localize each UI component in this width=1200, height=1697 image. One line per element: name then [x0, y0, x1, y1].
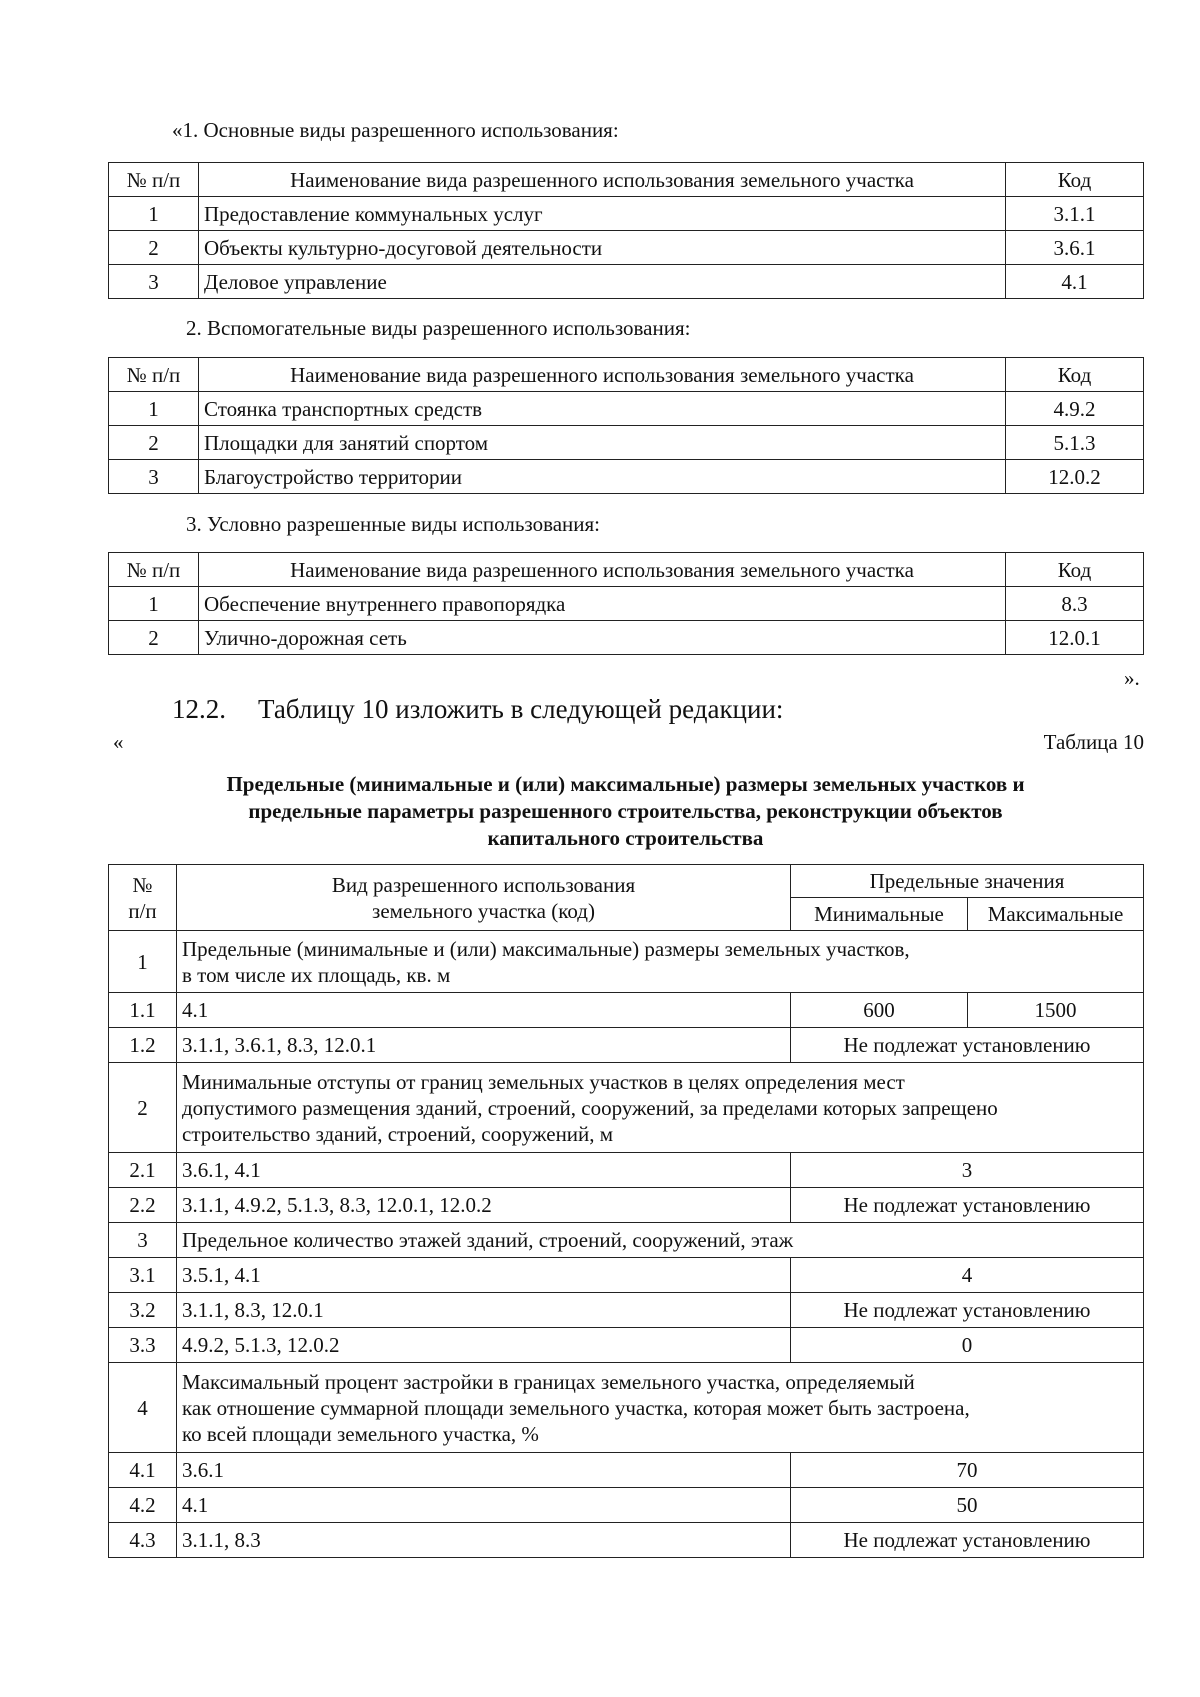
cell-num: 3.3 [109, 1328, 177, 1363]
table-label: Таблица 10 [1043, 730, 1144, 754]
cell-code: 12.0.2 [1006, 460, 1144, 494]
cell-num: 1.2 [109, 1028, 177, 1063]
table-row [109, 1328, 1144, 1363]
cell-name: Площадки для занятий спортом [199, 426, 1006, 460]
table-row [109, 460, 1144, 494]
cell-num: 2.1 [109, 1153, 177, 1188]
cell-name: Благоустройство территории [199, 460, 1006, 494]
table-row [109, 231, 1144, 265]
cell-num: 3 [109, 1223, 177, 1258]
table-row [109, 1028, 1144, 1063]
cell-name: 4.1 [177, 1488, 791, 1523]
cell-name: Объекты культурно-досуговой деятельности [199, 231, 1006, 265]
cell-name: Деловое управление [199, 265, 1006, 299]
table-row [109, 1453, 1144, 1488]
table-10 [108, 864, 1144, 1558]
cell-name: 3.1.1, 3.6.1, 8.3, 12.0.1 [177, 1028, 791, 1063]
cell-num: 3 [109, 460, 199, 494]
cell-name: 4.1 [177, 993, 791, 1028]
table-header-row [109, 358, 1144, 392]
table-row [109, 587, 1144, 621]
cell-max: 1500 [968, 993, 1144, 1028]
cell-num: 1.1 [109, 993, 177, 1028]
cell-num: 3.2 [109, 1293, 177, 1328]
header-name [177, 865, 791, 931]
table-row [109, 265, 1144, 299]
table-10-title [108, 771, 1143, 852]
header-min: Минимальные [791, 898, 968, 931]
cell-min: 600 [791, 993, 968, 1028]
text-line: Предельные (минимальные и (или) максимальные) размеры земельных участков, [182, 936, 910, 961]
table-header-row [109, 865, 1144, 898]
cell-num: 2 [109, 426, 199, 460]
header-name-line: Вид разрешенного использования [331, 872, 636, 897]
table-row [109, 621, 1144, 655]
cell-section-text [177, 931, 1144, 993]
cell-value: Не подлежат установлению [791, 1523, 1144, 1558]
cell-num: 2 [109, 621, 199, 655]
header-max: Максимальные [968, 898, 1144, 931]
cell-code: 4.9.2 [1006, 392, 1144, 426]
header-name: Наименование вида разрешенного использования земельного участка [199, 553, 1006, 587]
cell-num: 1 [109, 587, 199, 621]
cell-section-text [177, 1363, 1144, 1453]
text-line: строительство зданий, строений, сооружений, м [182, 1121, 614, 1146]
cell-code: 8.3 [1006, 587, 1144, 621]
text-line: Максимальный процент застройки в границах земельного участка, определяемый [182, 1369, 915, 1394]
table-row [109, 1523, 1144, 1558]
cell-num: 1 [109, 392, 199, 426]
cell-name: Обеспечение внутреннего правопорядка [199, 587, 1006, 621]
table-header-row [109, 553, 1144, 587]
header-code: Код [1006, 163, 1144, 197]
cell-name: 3.1.1, 4.9.2, 5.1.3, 8.3, 12.0.1, 12.0.2 [177, 1188, 791, 1223]
cell-name: 3.6.1 [177, 1453, 791, 1488]
text-line: Минимальные отступы от границ земельных участков в целях определения мест [182, 1069, 905, 1094]
item-12-2-text: Таблицу 10 изложить в следующей редакции: [258, 694, 784, 724]
table-row [109, 1363, 1144, 1453]
cell-code: 12.0.1 [1006, 621, 1144, 655]
cell-num: 4.1 [109, 1453, 177, 1488]
cell-num: 1 [109, 197, 199, 231]
cell-value: Не подлежат установлению [791, 1293, 1144, 1328]
table-row [109, 993, 1144, 1028]
cell-num: 4.2 [109, 1488, 177, 1523]
cell-name: Улично-дорожная сеть [199, 621, 1006, 655]
open-quote: « [113, 730, 124, 754]
cell-name: Стоянка транспортных средств [199, 392, 1006, 426]
header-num-line: п/п [128, 898, 157, 923]
text-line: в том числе их площадь, кв. м [182, 962, 451, 987]
header-num: № п/п [109, 358, 199, 392]
cell-value: 3 [791, 1153, 1144, 1188]
table-row [109, 426, 1144, 460]
close-quote: ». [1124, 666, 1140, 690]
text-line: как отношение суммарной площади земельного участка, которая может быть застроена, [182, 1395, 970, 1420]
title-line: капитального строительства [487, 826, 764, 850]
table-row [109, 1258, 1144, 1293]
table-row [109, 931, 1144, 993]
header-num [109, 865, 177, 931]
item-12-2-number: 12.2. [172, 694, 226, 724]
cell-code: 3.6.1 [1006, 231, 1144, 265]
table-row [109, 1293, 1144, 1328]
section-1-table [108, 162, 1144, 299]
header-name: Наименование вида разрешенного использования земельного участка [199, 358, 1006, 392]
header-code: Код [1006, 358, 1144, 392]
table-row [109, 392, 1144, 426]
cell-name: 3.1.1, 8.3 [177, 1523, 791, 1558]
cell-code: 4.1 [1006, 265, 1144, 299]
cell-num: 1 [109, 931, 177, 993]
cell-value: 50 [791, 1488, 1144, 1523]
text-line: ко всей площади земельного участка, % [182, 1421, 539, 1446]
title-line: Предельные (минимальные и (или) максимальные) размеры земельных участков и [226, 772, 1025, 796]
header-name-line: земельного участка (код) [372, 898, 595, 923]
cell-name: Предоставление коммунальных услуг [199, 197, 1006, 231]
section-3-heading: 3. Условно разрешенные виды использования: [186, 512, 601, 536]
section-2-table [108, 357, 1144, 494]
cell-num: 4.3 [109, 1523, 177, 1558]
table-row [109, 1223, 1144, 1258]
cell-code: 5.1.3 [1006, 426, 1144, 460]
table-header-row [109, 163, 1144, 197]
table-row [109, 197, 1144, 231]
section-3-table [108, 552, 1144, 655]
table-row [109, 1188, 1144, 1223]
cell-value: Не подлежат установлению [791, 1028, 1144, 1063]
header-code: Код [1006, 553, 1144, 587]
cell-value: 4 [791, 1258, 1144, 1293]
cell-value: 0 [791, 1328, 1144, 1363]
header-values: Предельные значения [791, 865, 1144, 898]
cell-code: 3.1.1 [1006, 197, 1144, 231]
cell-value: Не подлежат установлению [791, 1188, 1144, 1223]
cell-name: 4.9.2, 5.1.3, 12.0.2 [177, 1328, 791, 1363]
cell-section-text: Предельное количество этажей зданий, строений, сооружений, этаж [177, 1223, 1144, 1258]
section-2-heading: 2. Вспомогательные виды разрешенного использования: [186, 316, 691, 340]
cell-name: 3.1.1, 8.3, 12.0.1 [177, 1293, 791, 1328]
cell-num: 3 [109, 265, 199, 299]
section-1-heading: «1. Основные виды разрешенного использования: [172, 118, 619, 142]
title-line: предельные параметры разрешенного строительства, реконструкции объектов [248, 799, 1003, 823]
table-row [109, 1488, 1144, 1523]
cell-num: 3.1 [109, 1258, 177, 1293]
cell-num: 4 [109, 1363, 177, 1453]
header-num: № п/п [109, 163, 199, 197]
cell-name: 3.5.1, 4.1 [177, 1258, 791, 1293]
text-line: допустимого размещения зданий, строений, сооружений, за пределами которых запрещено [182, 1095, 998, 1120]
cell-num: 2.2 [109, 1188, 177, 1223]
cell-section-text [177, 1063, 1144, 1153]
table-row [109, 1153, 1144, 1188]
cell-value: 70 [791, 1453, 1144, 1488]
table-row [109, 1063, 1144, 1153]
header-name: Наименование вида разрешенного использования земельного участка [199, 163, 1006, 197]
header-num: № п/п [109, 553, 199, 587]
cell-name: 3.6.1, 4.1 [177, 1153, 791, 1188]
cell-num: 2 [109, 231, 199, 265]
cell-num: 2 [109, 1063, 177, 1153]
header-num-line: № [132, 872, 153, 897]
